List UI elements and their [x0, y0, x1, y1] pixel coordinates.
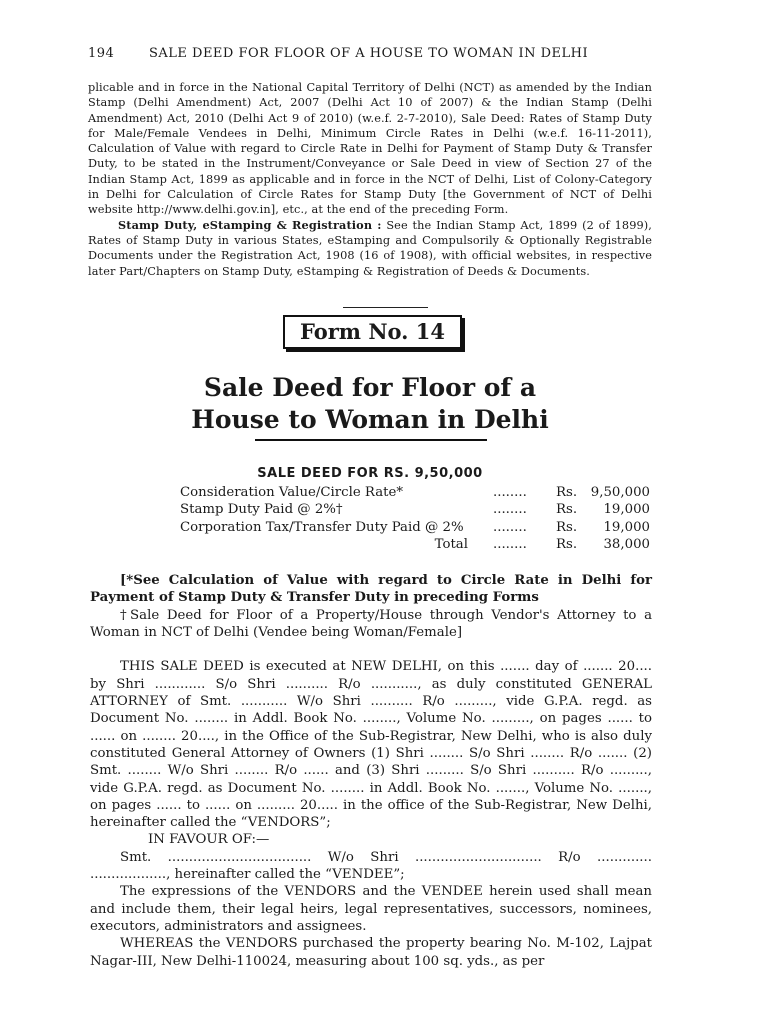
duty-label: Consideration Value/Circle Rate*	[180, 485, 404, 500]
deed-body	[90, 572, 652, 970]
duty-row	[180, 484, 650, 501]
intro-text	[88, 80, 652, 279]
whereas-paragraph: WHEREAS the VENDORS purchased the property bearing No. M-102, Lajpat Nagar-III, New Delhi-110024, measuring about 100 sq. yds., as per	[90, 936, 652, 969]
duty-amount: 19,000	[603, 502, 650, 518]
calculation-note	[90, 572, 652, 607]
duty-label: Corporation Tax/Transfer Duty Paid @ 2%	[180, 519, 464, 535]
duty-total-row	[180, 536, 650, 553]
expressions-paragraph: The expressions of the VENDORS and the VENDEE herein used shall mean and include them, their legal heirs, legal representatives, successors, nominees, executors, administrators and assignees.	[90, 884, 652, 934]
intro-paragraph-1: plicable and in force in the National Capital Territory of Delhi (NCT) as amended by the Indian Stamp (Delhi Amendment) Act, 2007 (Delhi Act 10 of 2007) & the Indian Stamp (Delhi Amendment) Act, 2010 (Delhi Act 9 of 2010) (w.e.f. 2-7-2010), Sale Deed: Rates of Stamp Duty for Male/Female Vendees in Delhi, Minimum Circle Rates in Delhi (w.e.f. 16-11-2011), Calculation of Value with regard to Circle Rate in Delhi for Payment of Stamp Duty & Transfer Duty, to be stated in the Instrument/Conveyance or Sale Deed in view of Section 27 of the Indian Stamp Act, 1899 as applicable and in force in the NCT of Delhi, List of Colony-Category in Delhi for Calculation of Circle Rates for Stamp Duty [the Government of NCT of Delhi website http://www.delhi.gov.in], etc., at the end of the preceding Form.	[88, 81, 652, 217]
duty-amount: 9,50,000	[590, 485, 650, 500]
title-line-2: House to Woman in Delhi	[191, 405, 549, 434]
duty-amount: 19,000	[603, 519, 650, 535]
duty-dots: ........	[493, 536, 527, 552]
duty-row	[180, 501, 650, 518]
document-title	[120, 372, 620, 436]
duty-dots: ........	[493, 502, 527, 518]
section-divider	[343, 307, 428, 308]
running-title: SALE DEED FOR FLOOR OF A HOUSE TO WOMAN IN DELHI	[148, 46, 589, 61]
total-amount: 38,000	[603, 536, 650, 552]
duty-currency: Rs.	[556, 485, 578, 500]
total-label: Total	[434, 536, 468, 552]
title-line-1: Sale Deed for Floor of a	[203, 373, 537, 402]
stamp-duty-heading: Stamp Duty, eStamping & Registration :	[118, 217, 382, 232]
duty-currency: Rs.	[556, 519, 578, 535]
intro-paragraph-2	[88, 218, 652, 279]
paragraph-gap	[90, 641, 652, 658]
vendee-paragraph: Smt. .................................. W/o Shri .............................. R/o ............. .................., hereinafter called the “VENDEE”;	[90, 849, 652, 883]
duty-table	[180, 484, 650, 553]
attorney-note: †Sale Deed for Floor of a Property/House through Vendor's Attorney to a Woman in NCT of Delhi (Vendee being Woman/Female]	[90, 607, 652, 640]
duty-currency: Rs.	[556, 502, 578, 518]
form-number-label: Form No. 14	[299, 319, 446, 344]
deed-main-paragraph: THIS SALE DEED is executed at NEW DELHI, on this ....... day of ....... 20.... by Shri ............ S/o Shri .......... R/o ..........., as duly constituted GENERAL ATTORNEY of Smt. ........... W/o Shri .......... R/o ........., vide G.P.A. regd. as Document No. ........ in Addl. Book No. ........, Volume No. ........., on pages ...... to ...... on ........ 20...., in the Office of the Sub-Registrar, New Delhi, who is also duly constituted General Attorney of Owners (1) Shri ........ S/o Shri ........ R/o ....... (2) Smt. ........ W/o Shri ........ R/o ...... and (3) Shri ......... S/o Shri .......... R/o ........., vide G.P.A. regd. as Document No. ........ in Addl. Book No. ......., Volume No. ......., on pages ...... to ...... on ......... 20..... in the office of the Sub-Registrar, New Delhi, hereinafter called the “VENDORS”;	[90, 659, 652, 831]
duty-label: Stamp Duty Paid @ 2%†	[180, 502, 343, 518]
duty-currency: Rs.	[556, 536, 578, 552]
duty-row	[180, 519, 650, 536]
calculation-note-text: [*See Calculation of Value with regard to Circle Rate in Delhi for Payment of Stamp Duty & Transfer Duty in preceding Forms	[90, 573, 652, 606]
form-number-box	[283, 315, 462, 349]
stamp-duty-text: See the Indian Stamp Act, 1899 (2 of 1899), Rates of Stamp Duty in various States, eStamping and Compulsorily & Optionally Registrable Documents under the Registration Act, 1908 (16 of 1908), with official websites, in respective later Part/Chapters on Stamp Duty, eStamping & Registration of Deeds & Documents.	[88, 218, 652, 278]
duty-dots: ........	[493, 485, 527, 500]
deed-heading: SALE DEED FOR RS. 9,50,000	[257, 466, 483, 481]
running-header	[88, 46, 668, 61]
in-favour-heading: IN FAVOUR OF:—	[148, 832, 270, 848]
title-underline	[255, 439, 487, 441]
page-number: 194	[88, 46, 115, 61]
duty-dots: ........	[493, 519, 527, 535]
